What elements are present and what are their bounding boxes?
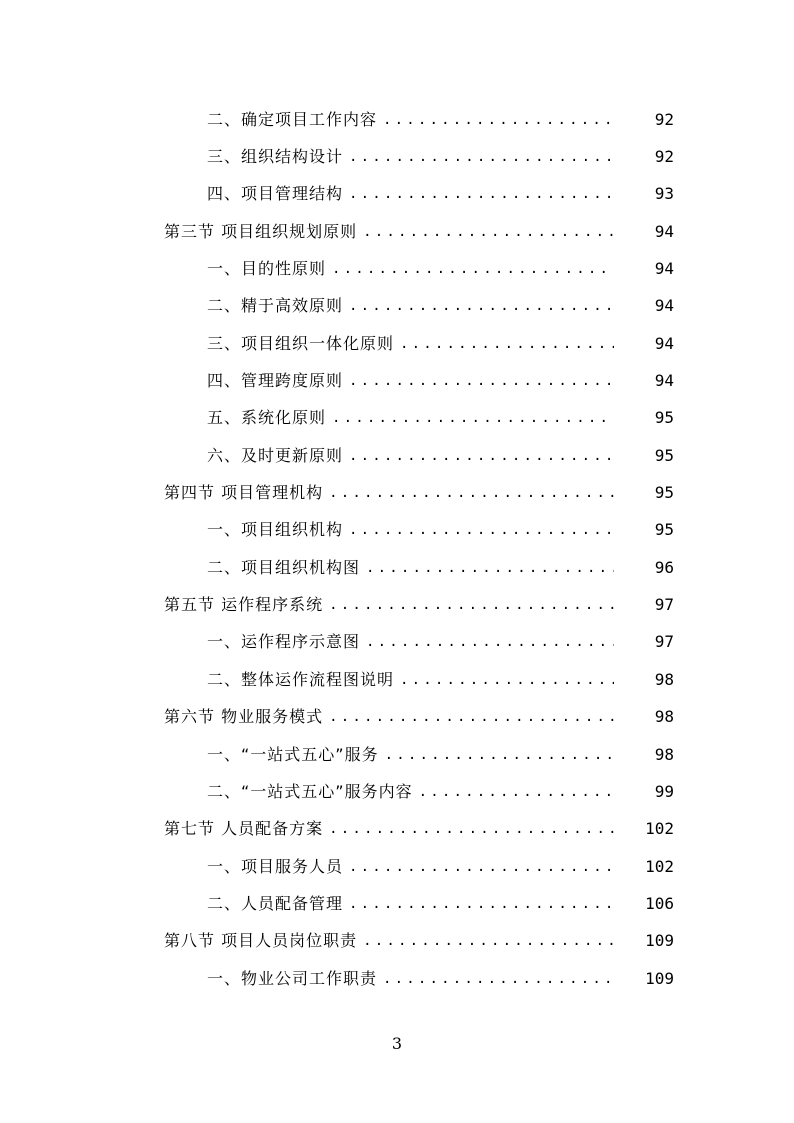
toc-entry-title: 五、系统化原则 (207, 408, 327, 428)
toc-leader-dots (419, 782, 614, 802)
toc-entry-page: 96 (654, 557, 674, 577)
toc-entry[interactable] (0, 848, 794, 885)
toc-entry-page: 98 (654, 744, 674, 764)
toc-entry-title: 第五节 运作程序系统 (164, 595, 324, 615)
toc-entry-title: 四、项目管理结构 (207, 184, 344, 204)
toc-leader-dots (349, 520, 614, 540)
toc-entry-title: 二、“一站式五心”服务内容 (207, 781, 413, 801)
toc-entry[interactable] (0, 101, 794, 138)
toc-entry-title: 三、组织结构设计 (207, 147, 344, 167)
toc-leader-dots (349, 446, 614, 466)
toc-leader-dots (383, 110, 614, 130)
toc-leader-dots (363, 222, 614, 242)
toc-entry-page: 98 (654, 669, 674, 689)
toc-leader-dots (349, 296, 614, 316)
toc-entry-page: 109 (645, 931, 674, 951)
toc-entry-title: 二、确定项目工作内容 (207, 109, 378, 129)
toc-entry-page: 98 (654, 707, 674, 727)
toc-entry[interactable] (0, 176, 794, 213)
toc-entry[interactable] (0, 736, 794, 773)
toc-entry-page: 95 (654, 445, 674, 465)
toc-entry-title: 三、项目组织一体化原则 (207, 333, 395, 353)
toc-entry-title: 二、整体运作流程图说明 (207, 669, 395, 689)
toc-section-entry[interactable] (0, 213, 794, 250)
toc-entry[interactable] (0, 773, 794, 810)
toc-entry[interactable] (0, 250, 794, 287)
toc-leader-dots (400, 670, 614, 690)
toc-entry-page: 95 (654, 408, 674, 428)
toc-entry-title: 一、“一站式五心”服务 (207, 744, 379, 764)
toc-entry-title: 二、人员配备管理 (207, 893, 344, 913)
toc-leader-dots (332, 408, 614, 428)
toc-entry-page: 94 (654, 259, 674, 279)
toc-entry[interactable] (0, 362, 794, 399)
page-number: 3 (391, 1034, 403, 1053)
toc-entry-title: 第三节 项目组织规划原则 (164, 221, 358, 241)
toc-leader-dots (332, 259, 614, 279)
toc-leader-dots (383, 969, 614, 989)
toc-leader-dots (349, 371, 614, 391)
toc-entry-page: 94 (654, 221, 674, 241)
toc-entry-title: 一、目的性原则 (207, 259, 327, 279)
toc-entry-title: 一、物业公司工作职责 (207, 968, 378, 988)
table-of-contents (0, 101, 794, 997)
toc-entry[interactable] (0, 138, 794, 175)
toc-entry-page: 95 (654, 520, 674, 540)
toc-entry-page: 97 (654, 632, 674, 652)
toc-entry-title: 一、运作程序示意图 (207, 632, 361, 652)
toc-entry-title: 六、及时更新原则 (207, 445, 344, 465)
toc-leader-dots (349, 184, 614, 204)
toc-entry-title: 二、项目组织机构图 (207, 557, 361, 577)
toc-leader-dots (329, 707, 614, 727)
toc-entry-page: 109 (645, 968, 674, 988)
toc-entry-page: 94 (654, 296, 674, 316)
toc-entry[interactable] (0, 437, 794, 474)
toc-entry[interactable] (0, 885, 794, 922)
toc-entry-page: 99 (654, 781, 674, 801)
toc-entry-page: 92 (654, 147, 674, 167)
toc-leader-dots (400, 334, 614, 354)
toc-leader-dots (329, 819, 614, 839)
toc-section-entry[interactable] (0, 699, 794, 736)
toc-entry-page: 92 (654, 109, 674, 129)
toc-leader-dots (349, 147, 614, 167)
toc-entry-page: 102 (645, 819, 674, 839)
toc-entry[interactable] (0, 624, 794, 661)
toc-entry-page: 97 (654, 595, 674, 615)
toc-entry-title: 第六节 物业服务模式 (164, 707, 324, 727)
toc-leader-dots (349, 857, 614, 877)
toc-entry[interactable] (0, 549, 794, 586)
toc-section-entry[interactable] (0, 811, 794, 848)
toc-entry[interactable] (0, 661, 794, 698)
toc-entry-title: 二、精于高效原则 (207, 296, 344, 316)
toc-leader-dots (329, 595, 614, 615)
toc-entry-title: 一、项目组织机构 (207, 520, 344, 540)
toc-entry[interactable] (0, 960, 794, 997)
toc-entry[interactable] (0, 288, 794, 325)
toc-entry[interactable] (0, 400, 794, 437)
toc-leader-dots (329, 483, 614, 503)
toc-entry-page: 106 (645, 893, 674, 913)
toc-entry-title: 四、管理跨度原则 (207, 371, 344, 391)
toc-leader-dots (366, 558, 614, 578)
toc-section-entry[interactable] (0, 474, 794, 511)
toc-leader-dots (366, 632, 614, 652)
toc-entry-page: 95 (654, 483, 674, 503)
toc-entry-page: 94 (654, 371, 674, 391)
toc-section-entry[interactable] (0, 586, 794, 623)
toc-section-entry[interactable] (0, 923, 794, 960)
toc-entry-title: 一、项目服务人员 (207, 856, 344, 876)
toc-entry-title: 第八节 项目人员岗位职责 (164, 931, 358, 951)
toc-entry[interactable] (0, 512, 794, 549)
toc-leader-dots (385, 745, 614, 765)
toc-entry-page: 94 (654, 333, 674, 353)
toc-leader-dots (363, 931, 614, 951)
toc-leader-dots (349, 894, 614, 914)
toc-entry-title: 第四节 项目管理机构 (164, 483, 324, 503)
toc-entry-page: 102 (645, 856, 674, 876)
toc-entry-page: 93 (654, 184, 674, 204)
toc-entry-title: 第七节 人员配备方案 (164, 819, 324, 839)
toc-entry[interactable] (0, 325, 794, 362)
